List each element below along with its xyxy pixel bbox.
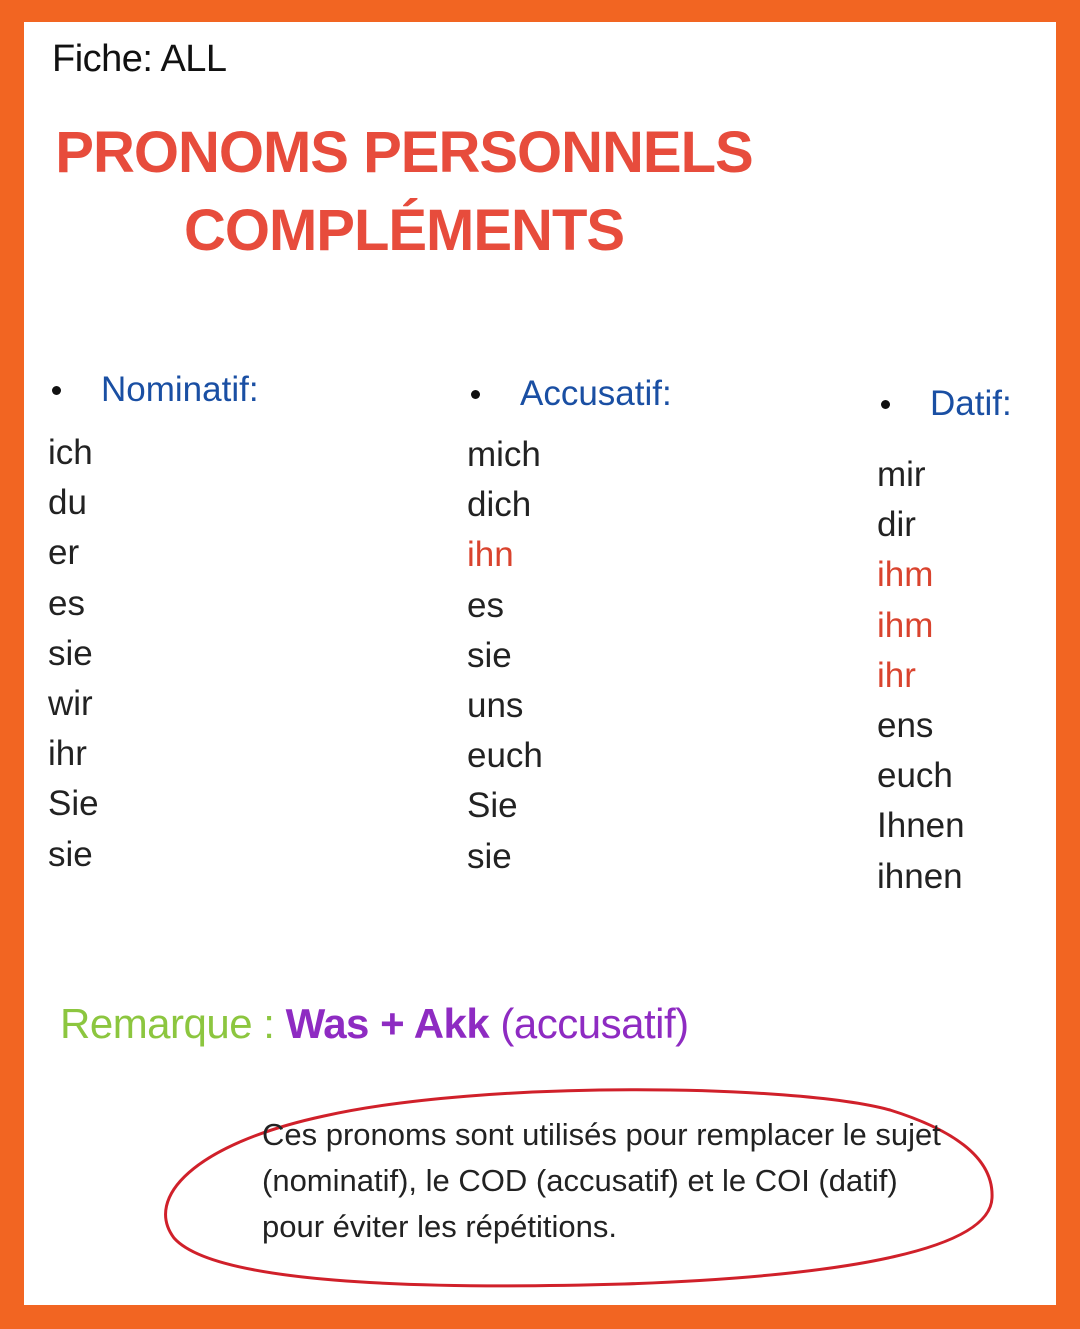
pronoun-form-highlighted: ihm (877, 605, 934, 645)
pronoun-form: ihnen (877, 856, 963, 896)
pronoun-form: wir (48, 683, 93, 723)
pronoun-form: ich (48, 433, 93, 472)
explanation-text: Ces pronoms sont utilisés pour remplacer le sujet (nominatif), le COD (accusatif) et le COI (datif) pour éviter les répétitions. (262, 1117, 941, 1244)
pronoun-form: uns (467, 685, 524, 725)
title-line-1: PRONOMS PERSONNELS (55, 120, 753, 185)
bullet-icon (471, 390, 480, 399)
pronoun-list (467, 430, 672, 882)
pronoun-form: euch (467, 736, 543, 776)
column-accusatif (467, 372, 672, 882)
pronoun-form-highlighted: ihr (877, 655, 916, 695)
bullet-icon (881, 400, 890, 409)
pronoun-form: mich (467, 435, 541, 474)
remark-note: (accusatif) (489, 1000, 689, 1047)
pronoun-form: dir (877, 505, 916, 545)
heading-label: Datif: (930, 384, 1012, 423)
column-datif (877, 382, 1012, 902)
title-line-2: COMPLÉMENTS (183, 198, 625, 263)
heading-label: Nominatif: (101, 370, 259, 409)
remark-label: Remarque : (60, 1000, 286, 1047)
pronoun-form: es (467, 585, 504, 625)
pronoun-form: sie (467, 635, 512, 675)
pronoun-form: es (48, 583, 85, 623)
pronoun-form: sie (467, 836, 512, 876)
column-heading (467, 372, 672, 416)
pronoun-list (48, 428, 259, 880)
pronoun-form: dich (467, 485, 532, 525)
pronoun-form-highlighted: ihm (877, 555, 934, 595)
column-heading (48, 368, 259, 412)
column-nominatif (48, 368, 259, 880)
remark-rule: Was + Akk (285, 1000, 490, 1047)
pronoun-form: ihr (48, 734, 87, 774)
pronoun-form: sie (48, 834, 93, 874)
pronoun-form: Ihnen (877, 806, 965, 846)
pronoun-form: sie (48, 633, 93, 673)
pronoun-form: er (48, 533, 80, 573)
pronoun-form: ens (877, 705, 934, 745)
worksheet-page (24, 22, 1056, 1305)
pronoun-form: du (48, 483, 87, 523)
remark (60, 1000, 689, 1048)
sheet-label: Fiche: ALL (52, 38, 227, 80)
pronoun-list (877, 450, 1012, 902)
pronoun-form: Sie (467, 786, 518, 826)
circled-explanation (154, 1088, 996, 1288)
pronoun-form: Sie (48, 784, 99, 824)
bullet-icon (52, 386, 61, 395)
heading-label: Accusatif: (520, 374, 672, 413)
pronoun-form-highlighted: ihn (467, 535, 514, 575)
column-heading (877, 382, 1012, 426)
pronoun-form: euch (877, 756, 953, 796)
pronoun-form: mir (877, 455, 926, 494)
